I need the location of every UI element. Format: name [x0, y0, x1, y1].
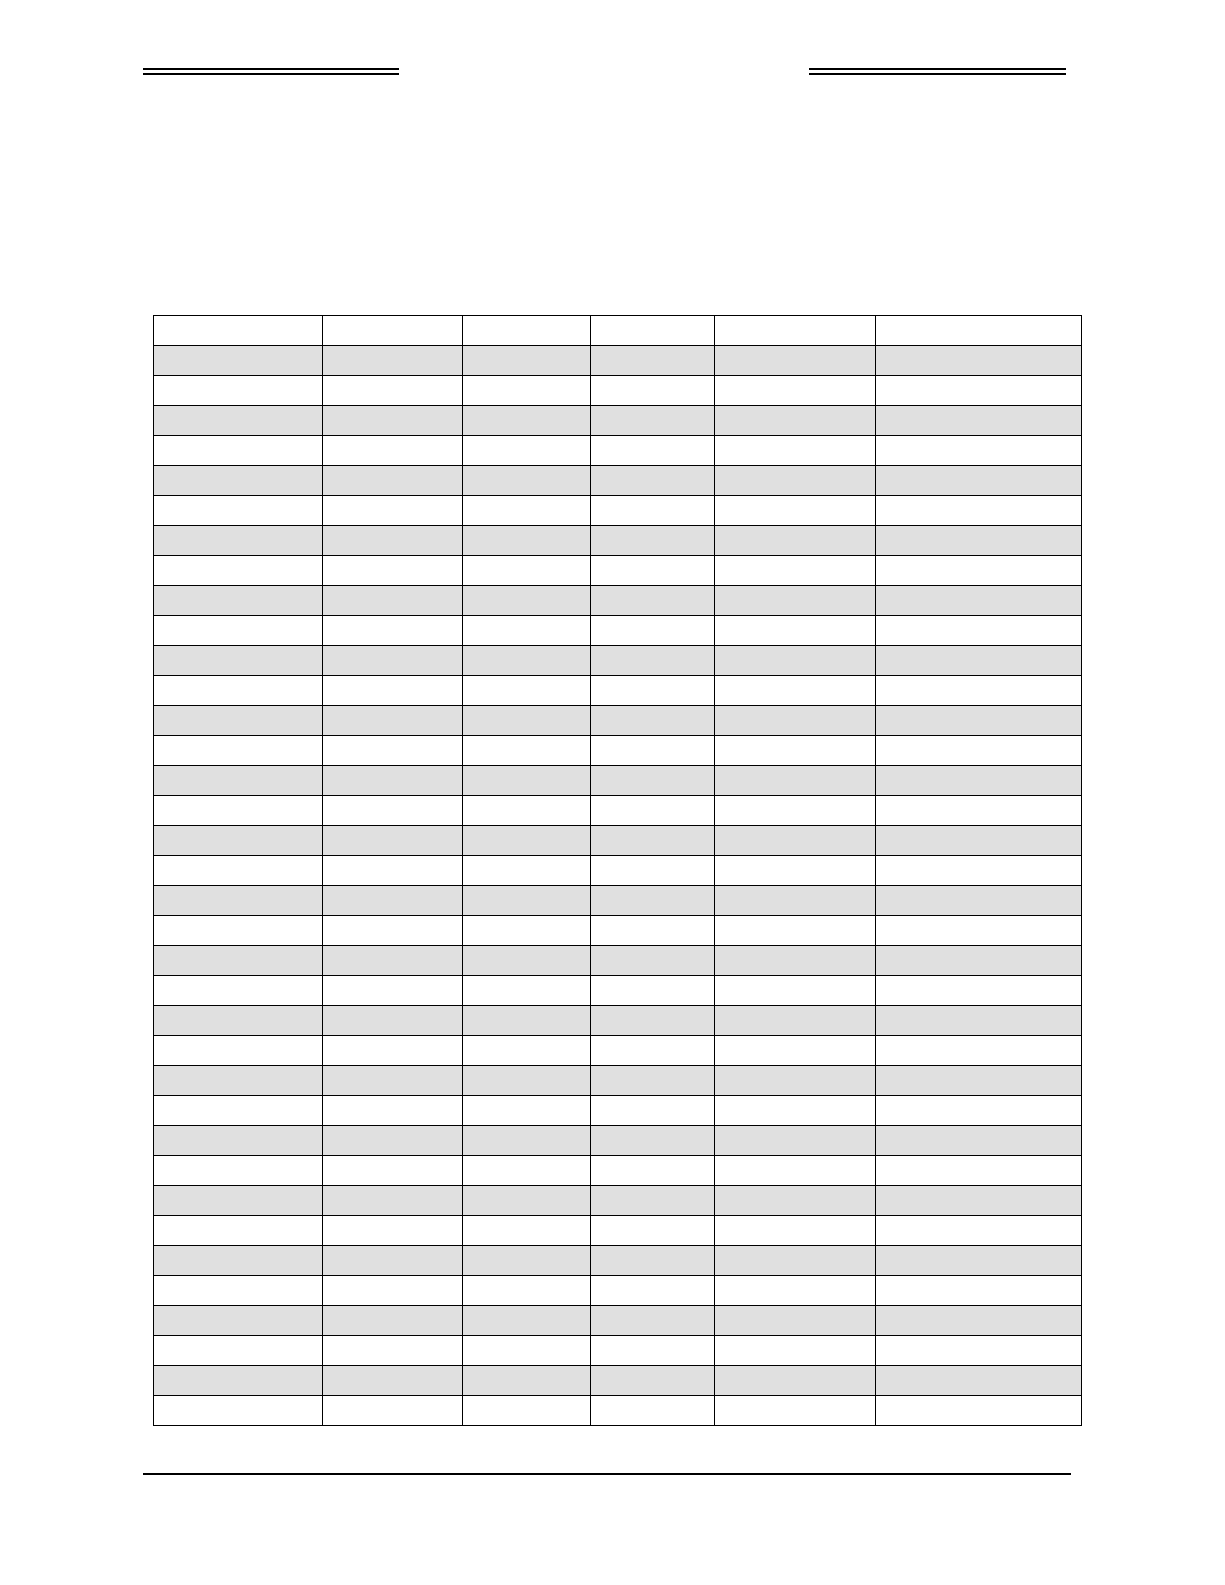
table-header-cell	[715, 316, 876, 346]
table-cell	[591, 916, 715, 946]
table-cell	[463, 526, 591, 556]
table-cell	[876, 1036, 1082, 1066]
table-cell	[463, 1396, 591, 1426]
table-row	[154, 886, 1082, 916]
table-cell	[591, 1126, 715, 1156]
table-cell	[463, 406, 591, 436]
table-cell	[715, 856, 876, 886]
table-cell	[154, 436, 323, 466]
header-double-rule-left	[143, 68, 399, 75]
table-cell	[715, 1276, 876, 1306]
table-cell	[591, 406, 715, 436]
table-cell	[463, 1066, 591, 1096]
table-cell	[154, 1396, 323, 1426]
table-cell	[154, 1126, 323, 1156]
table-cell	[715, 1306, 876, 1336]
table-header-cell	[154, 316, 323, 346]
table-cell	[591, 1006, 715, 1036]
table-cell	[463, 646, 591, 676]
table-cell	[591, 796, 715, 826]
table-cell	[323, 766, 463, 796]
table-cell	[876, 376, 1082, 406]
table-cell	[715, 1156, 876, 1186]
table-cell	[154, 376, 323, 406]
table-cell	[591, 1096, 715, 1126]
table-cell	[323, 616, 463, 646]
table-cell	[591, 376, 715, 406]
table-cell	[323, 796, 463, 826]
table-cell	[154, 676, 323, 706]
table-cell	[876, 856, 1082, 886]
table-body	[154, 316, 1082, 1426]
table-cell	[715, 826, 876, 856]
table-cell	[323, 1276, 463, 1306]
table-cell	[463, 1036, 591, 1066]
table-cell	[154, 826, 323, 856]
table-cell	[591, 1216, 715, 1246]
table-cell	[715, 1126, 876, 1156]
table-cell	[154, 586, 323, 616]
table-cell	[591, 466, 715, 496]
table-row	[154, 646, 1082, 676]
table-cell	[154, 526, 323, 556]
table-cell	[715, 796, 876, 826]
table-cell	[463, 436, 591, 466]
table-cell	[876, 1306, 1082, 1336]
table-cell	[463, 346, 591, 376]
table-cell	[323, 916, 463, 946]
table-row	[154, 346, 1082, 376]
table-row	[154, 856, 1082, 886]
table-cell	[323, 706, 463, 736]
table-cell	[323, 556, 463, 586]
table-cell	[876, 526, 1082, 556]
table-cell	[876, 826, 1082, 856]
table-cell	[876, 766, 1082, 796]
table-cell	[323, 406, 463, 436]
table-cell	[463, 1366, 591, 1396]
table-cell	[715, 1216, 876, 1246]
table-cell	[715, 496, 876, 526]
table-cell	[715, 946, 876, 976]
table-cell	[591, 1396, 715, 1426]
table-cell	[876, 1276, 1082, 1306]
table-cell	[463, 466, 591, 496]
table-cell	[876, 1336, 1082, 1366]
table-cell	[715, 1096, 876, 1126]
table-row	[154, 1126, 1082, 1156]
table-cell	[876, 976, 1082, 1006]
table-cell	[591, 856, 715, 886]
table-cell	[715, 706, 876, 736]
table-cell	[463, 796, 591, 826]
table-row	[154, 1216, 1082, 1246]
table-cell	[876, 1066, 1082, 1096]
table-cell	[463, 976, 591, 1006]
table-row	[154, 736, 1082, 766]
table-cell	[463, 1186, 591, 1216]
header-double-rule-right	[809, 68, 1066, 75]
table-row	[154, 976, 1082, 1006]
table-cell	[323, 1066, 463, 1096]
table-cell	[876, 1186, 1082, 1216]
table-cell	[323, 676, 463, 706]
table-cell	[876, 886, 1082, 916]
table-row	[154, 376, 1082, 406]
table-row	[154, 496, 1082, 526]
table-cell	[876, 436, 1082, 466]
table-cell	[591, 706, 715, 736]
table-cell	[591, 1366, 715, 1396]
table-cell	[154, 976, 323, 1006]
table-cell	[876, 346, 1082, 376]
table-cell	[463, 496, 591, 526]
table-cell	[463, 766, 591, 796]
table-cell	[323, 376, 463, 406]
table-cell	[323, 976, 463, 1006]
table-cell	[154, 1276, 323, 1306]
table-row	[154, 1156, 1082, 1186]
table-cell	[154, 886, 323, 916]
table-cell	[876, 496, 1082, 526]
table-cell	[154, 796, 323, 826]
table-cell	[154, 406, 323, 436]
table-cell	[154, 346, 323, 376]
table-cell	[591, 976, 715, 1006]
table-cell	[876, 1396, 1082, 1426]
table-cell	[323, 1186, 463, 1216]
table-cell	[591, 676, 715, 706]
table-cell	[591, 1066, 715, 1096]
table-cell	[154, 1066, 323, 1096]
table-cell	[463, 856, 591, 886]
table-cell	[591, 646, 715, 676]
table-cell	[463, 706, 591, 736]
table-cell	[715, 466, 876, 496]
table-row	[154, 466, 1082, 496]
table-cell	[463, 676, 591, 706]
table-cell	[876, 646, 1082, 676]
table-cell	[715, 1246, 876, 1276]
table-cell	[715, 1036, 876, 1066]
table-row	[154, 1036, 1082, 1066]
table-cell	[715, 1066, 876, 1096]
table-cell	[876, 1006, 1082, 1036]
table-row	[154, 1096, 1082, 1126]
table-cell	[715, 676, 876, 706]
table-cell	[463, 826, 591, 856]
table-cell	[591, 1186, 715, 1216]
table-cell	[715, 766, 876, 796]
table-cell	[323, 1336, 463, 1366]
table-cell	[323, 1366, 463, 1396]
table-cell	[323, 886, 463, 916]
table-cell	[154, 736, 323, 766]
table-cell	[463, 1276, 591, 1306]
table-cell	[715, 1336, 876, 1366]
table-row	[154, 676, 1082, 706]
table-cell	[323, 1126, 463, 1156]
table-cell	[876, 916, 1082, 946]
table-cell	[876, 1096, 1082, 1126]
table-cell	[715, 886, 876, 916]
table-cell	[876, 466, 1082, 496]
table-cell	[323, 496, 463, 526]
table-cell	[154, 856, 323, 886]
table-cell	[154, 496, 323, 526]
table-cell	[323, 1096, 463, 1126]
table-cell	[154, 1036, 323, 1066]
table-row	[154, 586, 1082, 616]
table-cell	[323, 1006, 463, 1036]
table-row	[154, 1306, 1082, 1336]
table-header-row	[154, 316, 1082, 346]
footer-rule	[143, 1473, 1071, 1475]
table-cell	[715, 1186, 876, 1216]
table-cell	[591, 886, 715, 916]
table-cell	[876, 406, 1082, 436]
table-cell	[463, 1246, 591, 1276]
table-cell	[715, 736, 876, 766]
table-row	[154, 1186, 1082, 1216]
table-row	[154, 1006, 1082, 1036]
table-cell	[591, 1306, 715, 1336]
table-row	[154, 1366, 1082, 1396]
table-cell	[591, 496, 715, 526]
table-header-cell	[876, 316, 1082, 346]
table-cell	[323, 466, 463, 496]
table-cell	[154, 1096, 323, 1126]
table-cell	[591, 556, 715, 586]
table-cell	[154, 1216, 323, 1246]
table-cell	[463, 556, 591, 586]
table-cell	[463, 1336, 591, 1366]
table-cell	[715, 526, 876, 556]
table-cell	[715, 616, 876, 646]
table-cell	[591, 616, 715, 646]
table-row	[154, 946, 1082, 976]
table-cell	[715, 646, 876, 676]
table-cell	[591, 766, 715, 796]
table-row	[154, 556, 1082, 586]
table-cell	[154, 766, 323, 796]
table-cell	[876, 1156, 1082, 1186]
table-cell	[715, 556, 876, 586]
table-cell	[154, 916, 323, 946]
table-cell	[591, 946, 715, 976]
table-cell	[591, 826, 715, 856]
table-cell	[715, 346, 876, 376]
table-cell	[323, 346, 463, 376]
table-cell	[463, 616, 591, 646]
table-cell	[323, 436, 463, 466]
table-cell	[323, 1156, 463, 1186]
table-cell	[876, 616, 1082, 646]
table-cell	[715, 1396, 876, 1426]
table-row	[154, 406, 1082, 436]
table-cell	[591, 1036, 715, 1066]
table-cell	[323, 1396, 463, 1426]
table-cell	[463, 916, 591, 946]
table-cell	[876, 1246, 1082, 1276]
table-cell	[463, 946, 591, 976]
table-cell	[715, 406, 876, 436]
table-cell	[591, 1336, 715, 1366]
table-cell	[323, 1216, 463, 1246]
table-row	[154, 436, 1082, 466]
table-cell	[154, 1246, 323, 1276]
table-cell	[463, 886, 591, 916]
table-cell	[323, 736, 463, 766]
table-cell	[323, 826, 463, 856]
blank-form-table	[153, 315, 1082, 1426]
table-cell	[323, 526, 463, 556]
table-cell	[715, 1006, 876, 1036]
table-row	[154, 1336, 1082, 1366]
table-cell	[154, 616, 323, 646]
table-header-cell	[463, 316, 591, 346]
table-row	[154, 1066, 1082, 1096]
table-cell	[463, 586, 591, 616]
table-cell	[876, 676, 1082, 706]
table-cell	[715, 376, 876, 406]
table-row	[154, 916, 1082, 946]
table-cell	[715, 586, 876, 616]
table-cell	[591, 436, 715, 466]
table-cell	[876, 1126, 1082, 1156]
table-cell	[715, 1366, 876, 1396]
table-cell	[591, 736, 715, 766]
table-row	[154, 1276, 1082, 1306]
table-cell	[876, 946, 1082, 976]
table-cell	[715, 976, 876, 1006]
table-cell	[876, 586, 1082, 616]
table-cell	[154, 1186, 323, 1216]
table-cell	[591, 526, 715, 556]
table-row	[154, 766, 1082, 796]
table-cell	[463, 1216, 591, 1246]
table-cell	[591, 1246, 715, 1276]
table-cell	[323, 646, 463, 676]
table-header-cell	[591, 316, 715, 346]
table-cell	[154, 646, 323, 676]
table-row	[154, 616, 1082, 646]
table-cell	[591, 586, 715, 616]
table-row	[154, 796, 1082, 826]
table-cell	[463, 736, 591, 766]
table-row	[154, 1246, 1082, 1276]
table-cell	[876, 1216, 1082, 1246]
table-cell	[463, 1096, 591, 1126]
table-cell	[154, 706, 323, 736]
table-cell	[591, 346, 715, 376]
table-cell	[323, 856, 463, 886]
table-cell	[154, 1306, 323, 1336]
table-cell	[323, 1246, 463, 1276]
table-cell	[323, 586, 463, 616]
table-cell	[463, 1306, 591, 1336]
table-row	[154, 826, 1082, 856]
table-cell	[323, 1036, 463, 1066]
table-row	[154, 1396, 1082, 1426]
table-cell	[463, 1126, 591, 1156]
table-cell	[323, 946, 463, 976]
table-cell	[591, 1156, 715, 1186]
table-cell	[715, 436, 876, 466]
table-cell	[154, 1336, 323, 1366]
table-header-cell	[323, 316, 463, 346]
table-cell	[876, 796, 1082, 826]
table-row	[154, 706, 1082, 736]
table-cell	[154, 466, 323, 496]
table-row	[154, 526, 1082, 556]
table-cell	[154, 946, 323, 976]
table-cell	[154, 1006, 323, 1036]
table-cell	[154, 556, 323, 586]
table-cell	[323, 1306, 463, 1336]
table-cell	[876, 736, 1082, 766]
table-cell	[154, 1366, 323, 1396]
table-cell	[154, 1156, 323, 1186]
table-cell	[715, 916, 876, 946]
table-cell	[876, 556, 1082, 586]
table-cell	[876, 1366, 1082, 1396]
table-cell	[463, 376, 591, 406]
table-cell	[463, 1156, 591, 1186]
table-cell	[591, 1276, 715, 1306]
table-cell	[463, 1006, 591, 1036]
table-cell	[876, 706, 1082, 736]
